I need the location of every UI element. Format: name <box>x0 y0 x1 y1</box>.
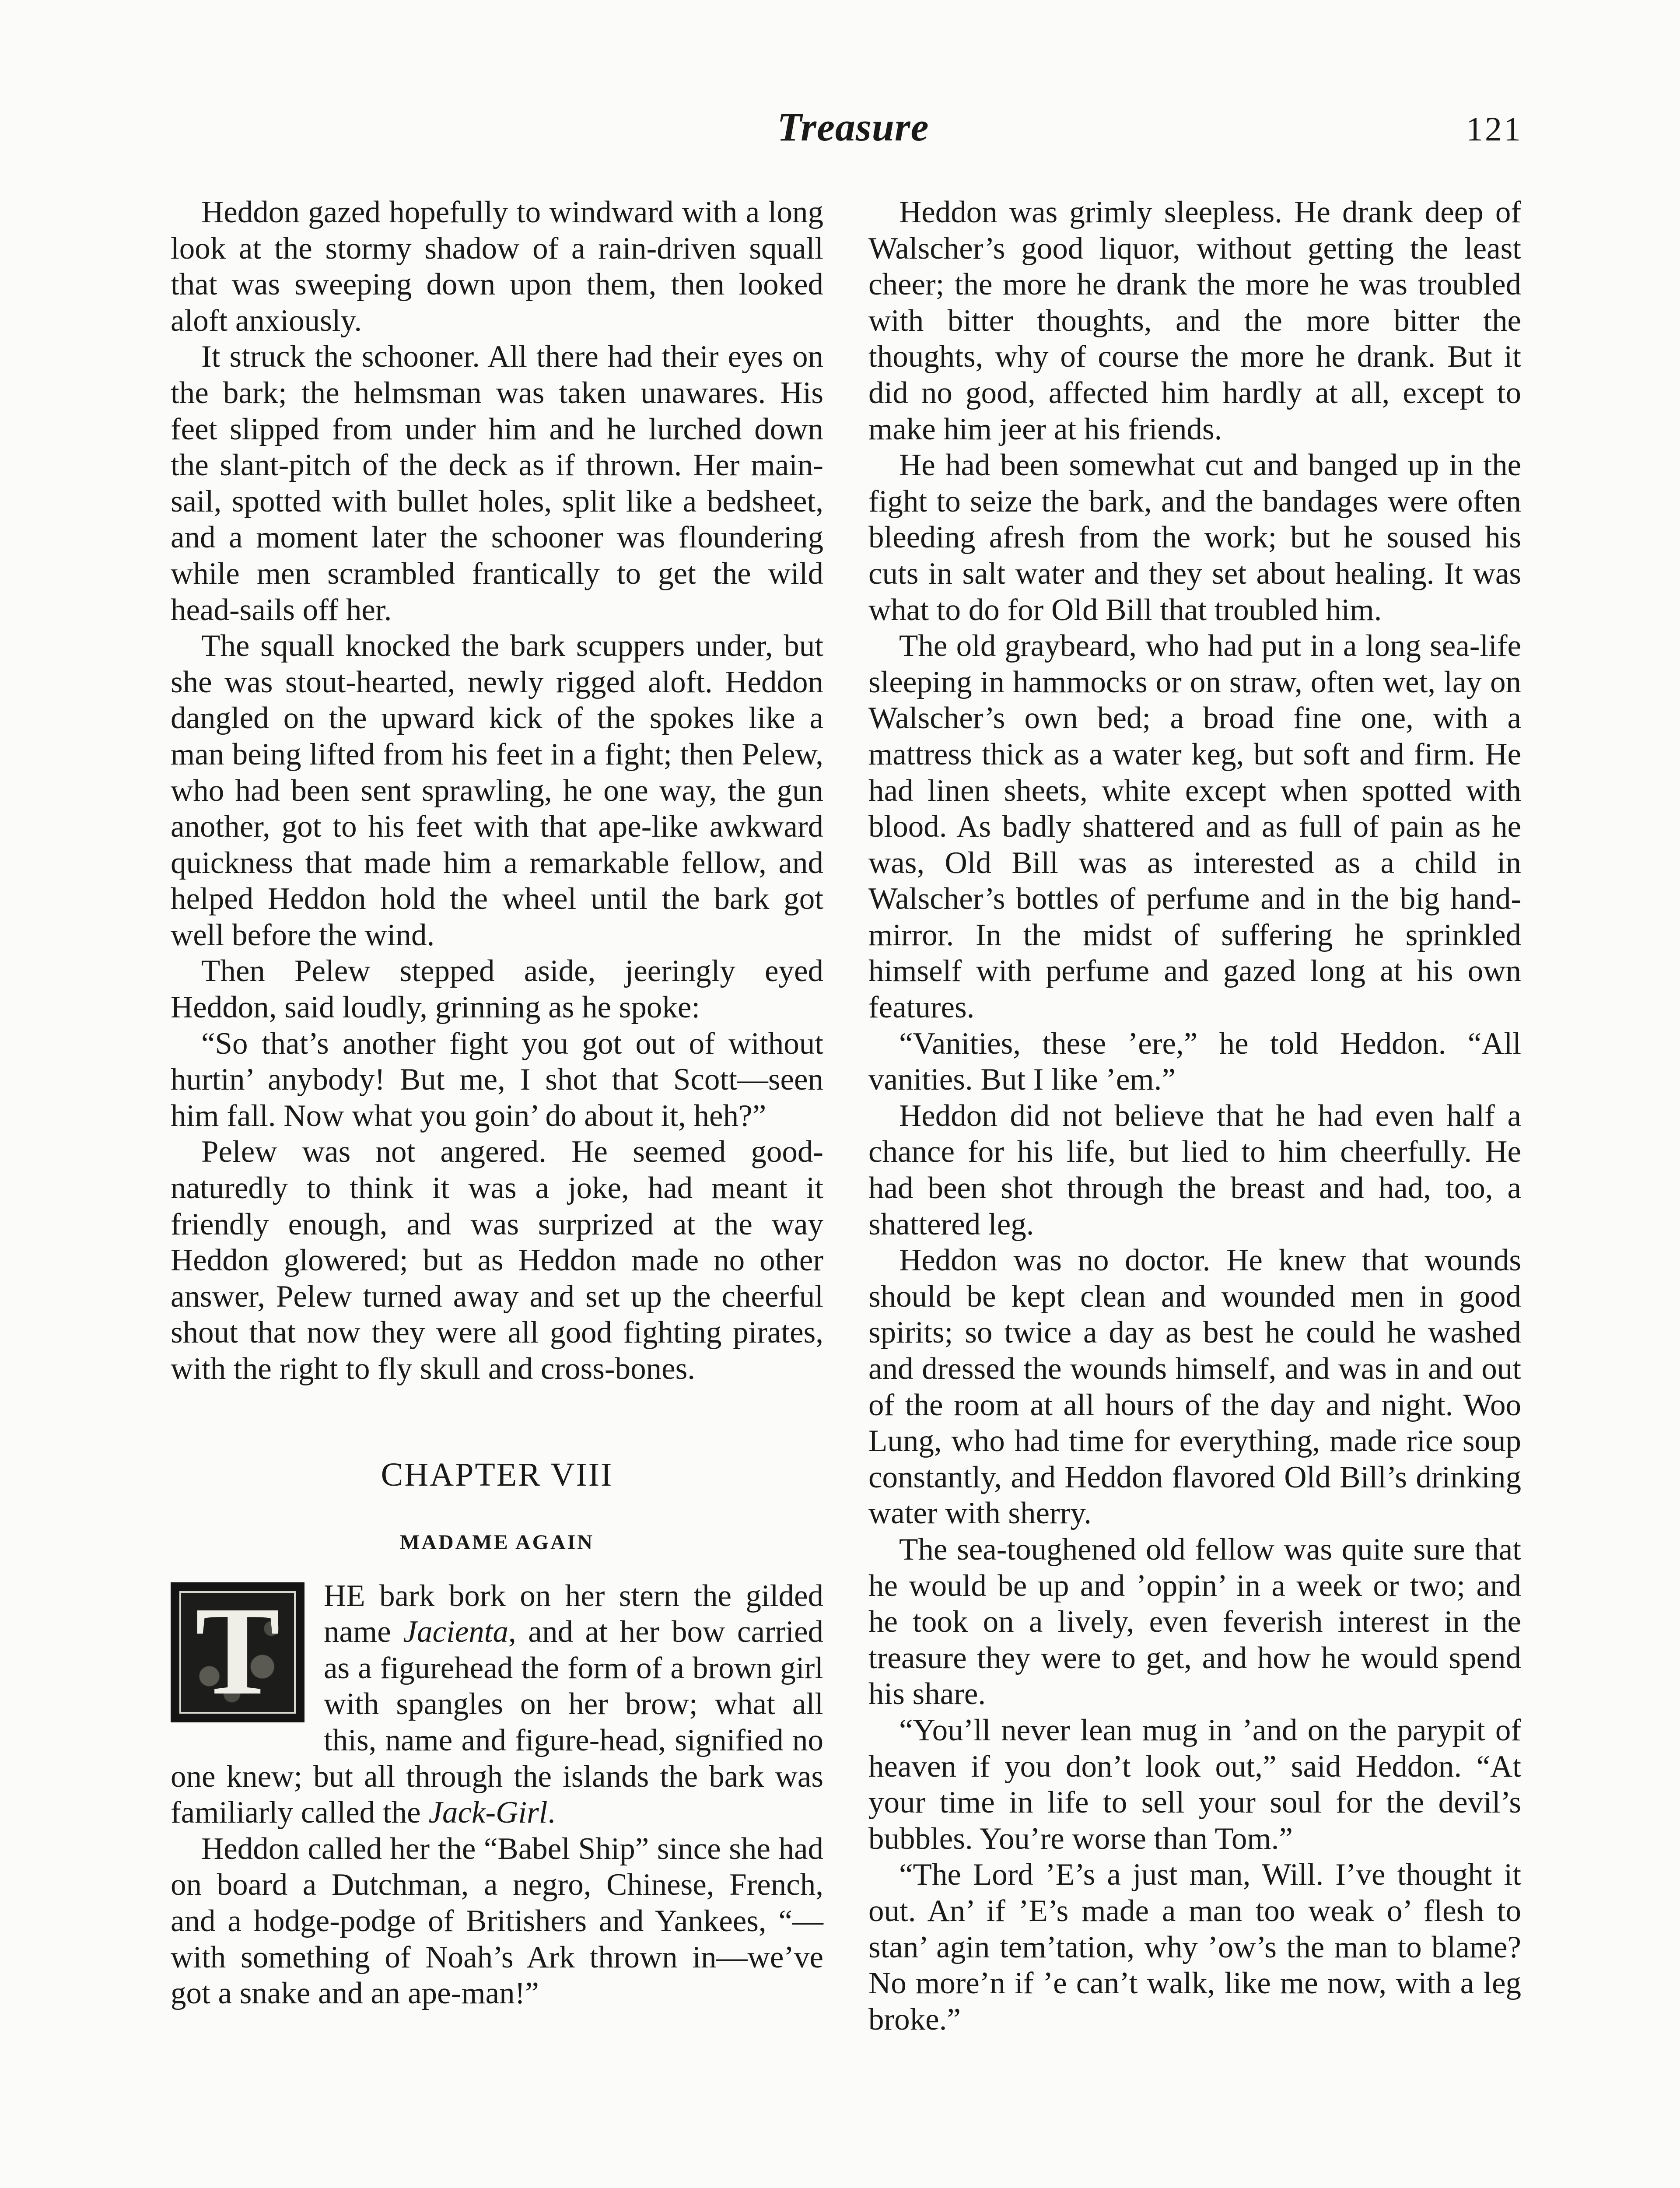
paragraph: “Vanities, these ’ere,” he told Heddon. “All vanities. But I like ’em.” <box>868 1026 1521 1097</box>
chapter-first-paragraph <box>171 1578 823 1831</box>
paragraph: “So that’s another fight you got out of without hurtin’ anybody! But me, I shot that Scott—seen him fall. Now what you goin’ do about it, heh?” <box>171 1026 823 1133</box>
paragraph: Pelew was not angered. He seemed good-naturedly to think it was a joke, had meant it friendly enough, and was surprized at the way Heddon glowered; but as Heddon made no other answer, Pelew turned away and set up the cheerful shout that now they were all good fighting pirates, with the right to fly skull and cross-bones. <box>171 1135 823 1386</box>
paragraph: “You’ll never lean mug in ’and on the parypit of heaven if you don’t look out,” said Heddon. “At your time in life to sell your soul for the devil’s bubbles. You’re worse than Tom.” <box>868 1713 1521 1856</box>
first-paragraph-text: HE bark bork on her stern the gilded name <box>324 1578 823 1649</box>
paragraph: The squall knocked the bark scuppers under, but she was stout-hearted, newly rigged aloft. Heddon dangled on the upward kick of the spokes like a man being lifted from his feet in a fight; then Pelew, who had been sent sprawling, he one way, the gun another, got to his feet with that ape-like awkward quickness that made him a remarkable fellow, and helped Heddon hold the wheel until the bark got well before the wind. <box>171 629 823 952</box>
chapter-heading: CHAPTER VIII <box>381 1456 613 1493</box>
paragraph: Heddon was no doctor. He knew that wounds should be kept clean and wounded men in good spirits; so twice a day as best he could he washed and dressed the wounds himself, and was in and out of the room at all hours of the day and night. Woo Lung, who had time for everything, made rice soup constantly, and Heddon flavored Old Bill’s drinking water with sherry. <box>868 1243 1521 1531</box>
paragraph: Heddon gazed hopefully to windward with a long look at the stormy shadow of a rain-driven squall that was sweeping down upon them, then looked aloft anxiously. <box>171 195 823 338</box>
ship-name: Jacienta <box>403 1615 508 1649</box>
paragraph: “The Lord ’E’s a just man, Will. I’ve thought it out. An’ if ’E’s made a man too weak o’ flesh to stan’ agin tem’tation, why ’ow’s the man to blame? No more’n if ’e can’t walk, like me now, with a leg broke.” <box>868 1858 1521 2037</box>
paragraph: Heddon was grimly sleepless. He drank deep of Walscher’s good liquor, without getting the least cheer; the more he drank the more he was troubled with bitter thoughts, and the more bitter the thoughts, why of course the more he drank. But it did no good, affected him hardly at all, except to make him jeer at his friends. <box>868 195 1521 446</box>
paragraph: Then Pelew stepped aside, jeeringly eyed Heddon, said loudly, grinning as he spoke: <box>171 954 823 1025</box>
page-header <box>0 0 1680 166</box>
chapter-subtitle: MADAME AGAIN <box>400 1530 594 1554</box>
first-paragraph-text: , and at her bow carried as a figurehead the form of a brown girl with spangles on her brow; what all this, name and figure-head, signified no one knew; but all through the islands the bark was familiarly called the <box>171 1615 823 1830</box>
drop-cap-ornament <box>171 1582 304 1722</box>
paragraph: The old graybeard, who had put in a long sea-life sleeping in hammocks or on straw, often wet, lay on Walscher’s own bed; a broad fine one, with a mattress thick as a water keg, but soft and firm. He had linen sheets, white except when spotted with blood. As badly shattered and as full of pain as he was, Old Bill was as interested as a child in Walscher’s bottles of perfume and in the big hand-mirror. In the midst of suffering he sprinkled himself with perfume and gazed long at his own features. <box>868 629 1521 1025</box>
right-column <box>868 194 1521 2037</box>
drop-cap-letter: T <box>195 1582 280 1721</box>
running-title: Treasure <box>777 105 929 149</box>
first-paragraph-text: . <box>547 1795 556 1830</box>
page-number: 121 <box>1466 110 1522 148</box>
paragraph: Heddon called her the “Babel Ship” since she had on board a Dutchman, a negro, Chinese, French, and a hodge-podge of Britishers and Yankees, “—with something of Noah’s Ark thrown in—we’ve got a snake and an ape-man!” <box>171 1831 823 2011</box>
ship-nickname: Jack-Girl <box>428 1795 548 1830</box>
paragraph: It struck the schooner. All there had their eyes on the bark; the helmsman was taken unawares. His feet slipped from under him and he lurched down the slant-pitch of the deck as if thrown. Her main-sail, spotted with bullet holes, split like a bedsheet, and a moment later the schooner was floundering while men scrambled frantically to get the wild head-sails off her. <box>171 340 823 627</box>
left-column <box>171 194 823 2012</box>
paragraph: Heddon did not believe that he had even half a chance for his life, but lied to him cheerfully. He had been shot through the breast and had, too, a shattered leg. <box>868 1098 1521 1241</box>
paragraph: He had been somewhat cut and banged up in the fight to seize the bark, and the bandages were often bleeding afresh from the work; but he soused his cuts in salt water and they set about healing. It was what to do for Old Bill that troubled him. <box>868 448 1521 627</box>
paragraph: The sea-toughened old fellow was quite sure that he would be up and ’oppin’ in a week or two; and he took on a lively, even feverish interest in the treasure they were to get, and how he would spend his share. <box>868 1532 1521 1711</box>
